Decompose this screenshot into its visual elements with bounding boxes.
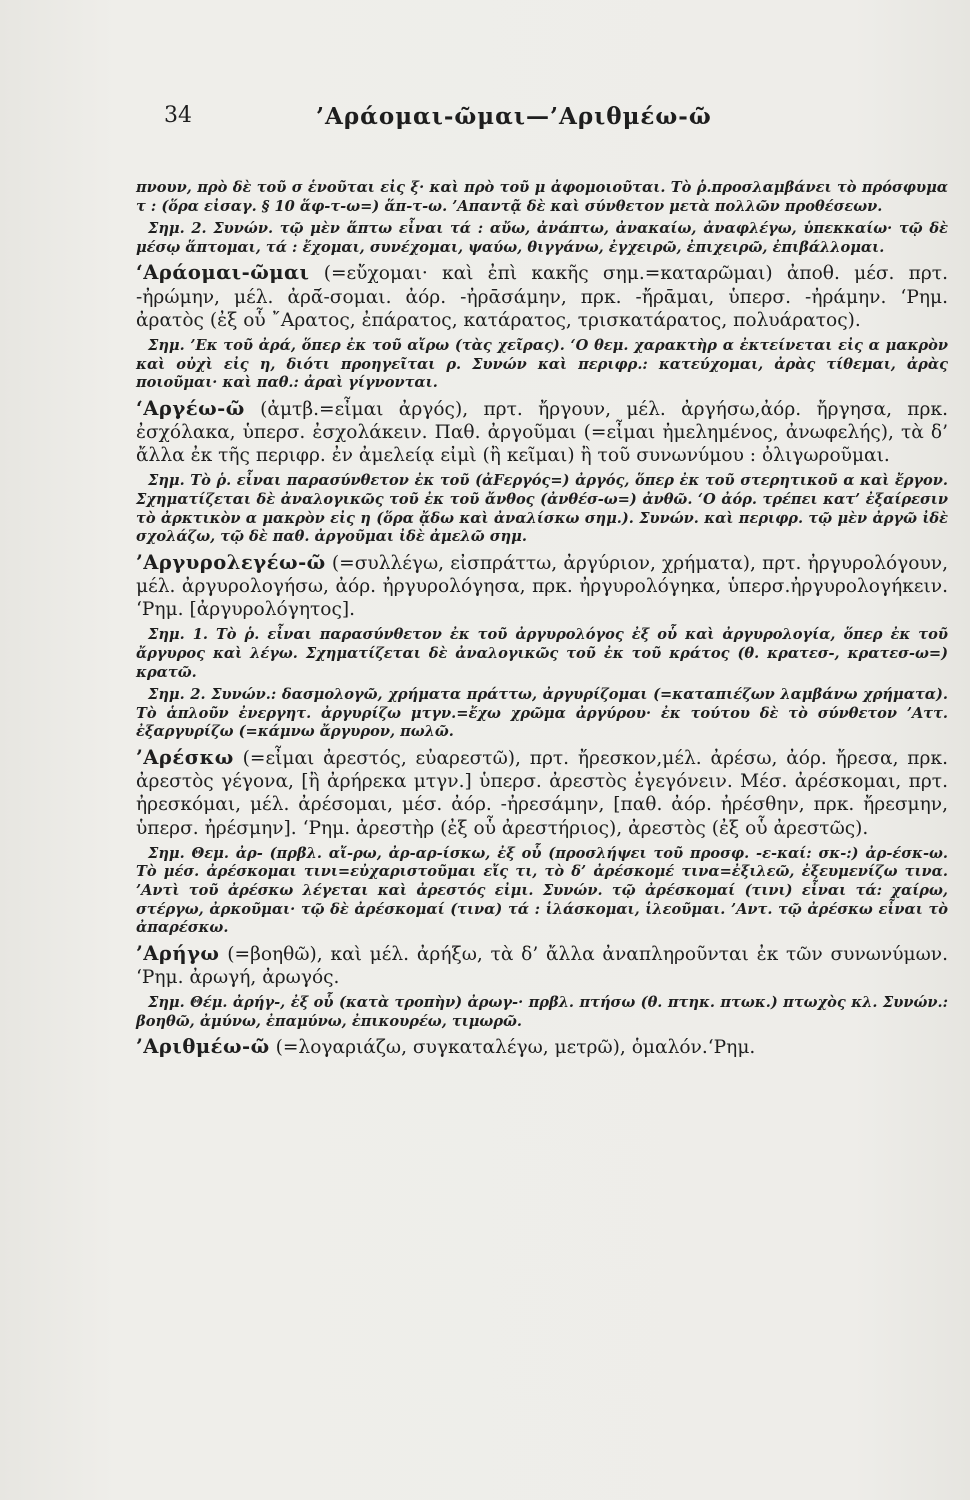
entry-text: (=λογαριάζω, συγκαταλέγω, μετρῶ), ὁμαλόν.‘Ρημ. xyxy=(269,1037,756,1059)
entry-text: (=συλλέγω, εἰσπράττω, ἀργύριον, χρήματα), πρτ. ἠργυρολόγουν, μέλ. ἀργυρολογήσω, ἀόρ. ἠργυρολόγησα, πρκ. ἠργυρολόγηκα, ὑπερσ.ἠργυρολογήκειν. ‘Ρημ. [ἀργυρολόγητος]. xyxy=(136,552,948,621)
note-paragraph: Σημ. ’Εκ τοῦ ἀρά, ὅπερ ἐκ τοῦ αἴρω (τὰς χεῖρας). ‘Ο θεμ. χαρακτὴρ α ἐκτείνεται εἰς α μακρὸν καὶ οὐχὶ εἰς η, διότι προηγεῖται ρ. Συνών καὶ περιφρ.: κατεύχομαι, ἀρὰς τίθεμαι, ἀρὰς ποιοῦμαι· καὶ παθ.: ἀραὶ γίγνονται. xyxy=(136,336,948,392)
page-body xyxy=(136,179,948,1060)
dictionary-entry xyxy=(136,1035,948,1059)
note-paragraph: πνουν, πρὸ δὲ τοῦ σ ἑνοῦται εἰς ξ· καὶ πρὸ τοῦ μ ἀφομοιοῦται. Τὸ ῥ.προσλαμβάνει τὸ πρόσφυμα τ : (ὅρα εἰσαγ. § 10 ἅφ-τ-ω=) ἅπ-τ-ω. ’Απαντᾷ δὲ καὶ σύνθετον μετὰ πολλῶν προθέσεων. xyxy=(136,179,948,215)
dictionary-entry xyxy=(136,942,948,989)
entry-text: (=εἶμαι ἀρεστός, εὐαρεστῶ), πρτ. ἤρεσκον,μέλ. ἀρέσω, ἀόρ. ἤρεσα, πρκ. ἀρεστὸς γέγονα, [ἢ ἀρήρεκα μτγν.] ὑπερσ. ἀρεστὸς ἐγεγόνειν. Μέσ. ἀρέσκομαι, πρτ. ἠρεσκόμαι, μέλ. ἀρέσομαι, μέσ. ἀόρ. -ἠρεσάμην, [παθ. ἀόρ. ἠρέσθην, πρκ. ἤρεσμην, ὑπερσ. ἠρέσμην]. ‘Ρημ. ἀρεστὴρ (ἐξ οὗ ἀρεστήριος), ἀρεστὸς (ἐξ οὗ ἀρεστῶς). xyxy=(136,747,948,839)
entry-lemma: ‘Αράομαι-ῶμαι xyxy=(136,261,310,285)
entry-lemma: ’Αριθμέω-ῶ xyxy=(136,1035,270,1059)
entry-lemma: ’Αρήγω xyxy=(136,941,220,965)
note-paragraph: Σημ. 1. Τὸ ῥ. εἶναι παρασύνθετον ἐκ τοῦ ἀργυρολόγος ἐξ οὗ καὶ ἀργυρολογία, ὅπερ ἐκ τοῦ ἄργυρος καὶ λέγω. Σχηματίζεται δὲ ἀναλογικῶς τοῦ ἐκ τοῦ κράτος (θ. κρατεσ-, κρατεσ-ω=) κρατῶ. xyxy=(136,626,948,681)
dictionary-entry xyxy=(136,551,948,622)
entry-lemma: ‘Αργέω-ῶ xyxy=(136,396,245,420)
running-head: ’Αράομαι-ῶμαι—’Αριθμέω-ῶ xyxy=(316,103,712,130)
page-number: 34 xyxy=(164,103,192,128)
note-paragraph: Σημ. Τὸ ῥ. εἶναι παρασύνθετον ἐκ τοῦ (ἀFεργός=) ἀργός, ὅπερ ἐκ τοῦ στερητικοῦ α καὶ ἔργον. Σχηματίζεται δὲ ἀναλογικῶς τοῦ ἐκ τοῦ ἄνθος (ἀνθέσ-ω=) ἀνθῶ. ‘Ο ἀόρ. τρέπει κατ’ ἐξαίρεσιν τὸ ἀρκτικὸν α μακρὸν εἰς η (ὅρα ᾄδω καὶ ἀναλίσκω σημ.). Συνών. καὶ περιφρ. τῷ μὲν ἀργῶ ἰδὲ σχολάζω, τῷ δὲ παθ. ἀργοῦμαι ἰδὲ ἀμελῶ σημ. xyxy=(136,472,948,546)
entry-lemma: ’Αργυρολεγέω-ῶ xyxy=(136,550,326,574)
note-paragraph: Σημ. 2. Συνών.: δασμολογῶ, χρήματα πράττω, ἀργυρίζομαι (=καταπιέζων λαμβάνω χρήματα). Τὸ ἁπλοῦν ἐνεργητ. ἀργυρίζω μτγν.=ἔχω χρῶμα ἀργύρου· ἐκ τούτου δὲ τὸ σύνθετον ’Αττ. ἐξαργυρίζω (=κάμνω ἄργυρον, πωλῶ. xyxy=(136,686,948,741)
note-paragraph: Σημ. Θέμ. ἀρήγ-, ἐξ οὗ (κατὰ τροπὴν) ἀρωγ-· πρβλ. πτήσω (θ. πτηκ. πτωκ.) πτωχὸς κλ. Συνών.: βοηθῶ, ἀμύνω, ἐπαμύνω, ἐπικουρέω, τιμωρῶ. xyxy=(136,994,948,1030)
dictionary-entry xyxy=(136,397,948,468)
page-header xyxy=(136,103,948,143)
note-paragraph: Σημ. Θεμ. ἀρ- (πρβλ. αἴ-ρω, ἀρ-αρ-ίσκω, ἐξ οὗ (προσλήψει τοῦ προσφ. -ε-καί: σκ-:) ἀρ-έσκ-ω. Τὸ μέσ. ἀρέσκομαι τινι=εὐχαριστοῦμαι εἴς τι, τὸ δ’ ἀρέσκομέ τινα=ἐξιλεῶ, ἐξευμενίζω τινα. ’Αντὶ τοῦ ἀρέσκω λέγεται καὶ ἀρεστός εἰμι. Συνών. τῷ ἀρέσκομαί (τινι) εἶναι τά: χαίρω, στέργω, ἀρκοῦμαι· τῷ δὲ ἀρέσκομαί (τινα) τά : ἱλάσκομαι, ἱλεοῦμαι. ’Αντ. τῷ ἀρέσκω εἶναι τὸ ἀπαρέσκω. xyxy=(136,844,948,937)
note-paragraph: Σημ. 2. Συνών. τῷ μὲν ἅπτω εἶναι τά : αὔω, ἀνάπτω, ἀνακαίω, ἀναφλέγω, ὑπεκκαίω· τῷ δὲ μέσῳ ἅπτομαι, τά : ἔχομαι, συνέχομαι, ψαύω, θιγγάνω, ἐγχειρῶ, ἐπιχειρῶ, ἐπιβάλλομαι. xyxy=(136,220,948,256)
dictionary-entry xyxy=(136,746,948,840)
dictionary-entry xyxy=(136,261,948,332)
entry-text: (=βοηθῶ), καὶ μέλ. ἀρήξω, τὰ δ’ ἄλλα ἀναπληροῦνται ἐκ τῶν συνωνύμων. ‘Ρημ. ἀρωγή, ἀρωγός. xyxy=(136,943,948,988)
entry-text: (=εὔχομαι· καὶ ἐπὶ κακῆς σημ.=καταρῶμαι) ἀποθ. μέσ. πρτ. -ἠρώμην, μέλ. ἀρᾱ́-σομαι. ἀόρ. -ἠρᾱσάμην, πρκ. -ἤρᾱμαι, ὑπερσ. -ἠράμην. ‘Ρημ. ἀρατὸς (ἐξ οὗ ῎Αρατος, ἐπάρατος, κατάρατος, τρισκατάρατος, πολυάρατος). xyxy=(136,263,948,331)
entry-lemma: ’Αρέσκω xyxy=(136,745,234,769)
entry-text: (ἀμτβ.=εἶμαι ἀργός), πρτ. ἤργουν, μέλ. ἀργήσω,ἀόρ. ἤργησα, πρκ. ἐσχόλακα, ὑπερσ. ἐσχολάκειν. Παθ. ἀργοῦμαι (=εἶμαι ἠμελημένος, ἀνωφελής), τὰ δ’ ἄλλα ἐκ τῆς περιφρ. ἐν ἀμελείᾳ εἰμὶ (ἢ κεῖμαι) ἢ τοῦ συνωνύμου : ὀλιγωροῦμαι. xyxy=(136,398,948,467)
